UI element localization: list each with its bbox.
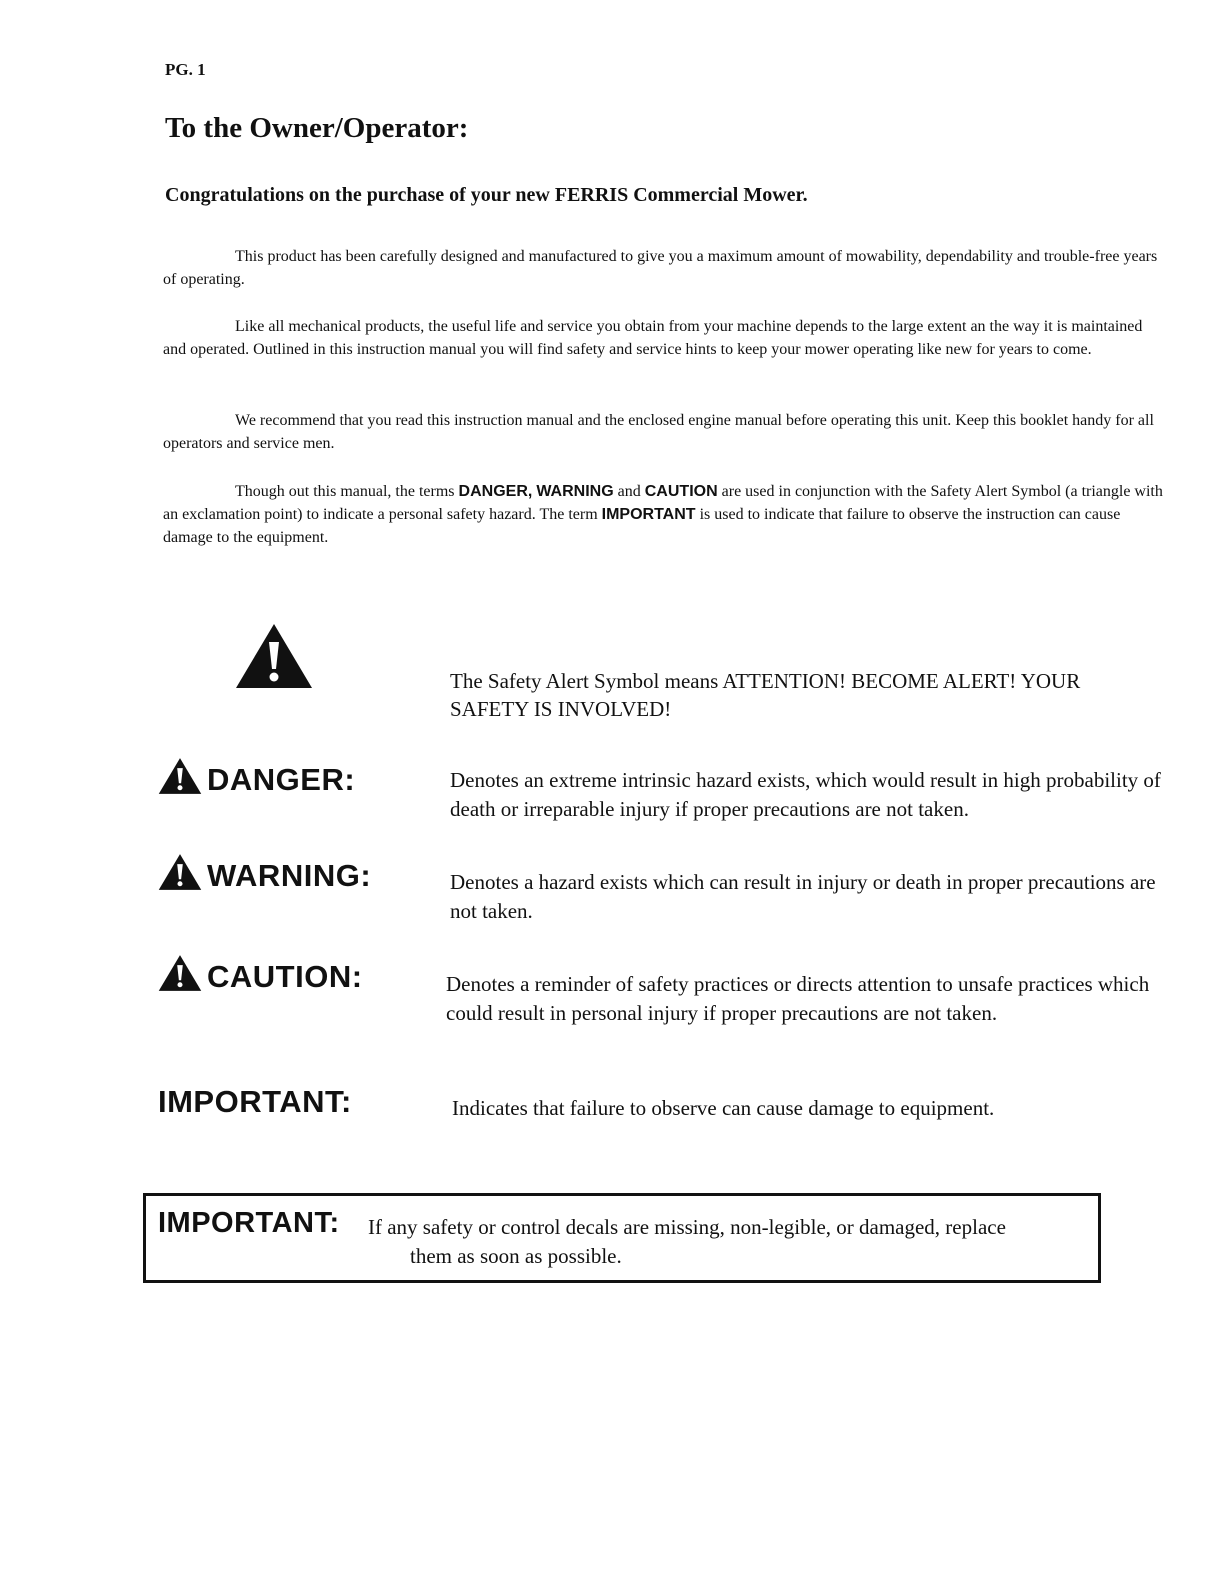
- intro-paragraph-1-text: This product has been carefully designed and manufactured to give you a maximum amount of mowability, dependability and trouble-free years of operating.: [163, 248, 1158, 288]
- warning-triangle-icon: [234, 622, 314, 695]
- safety-alert-description: The Safety Alert Symbol means ATTENTION! BECOME ALERT! YOUR SAFETY IS INVOLVED!: [450, 669, 1081, 721]
- caution-label-text: CAUTION:: [207, 959, 363, 994]
- caution-description: Denotes a reminder of safety practices or directs attention to unsafe practices which could result in personal injury if proper precautions are not taken.: [446, 972, 1150, 1025]
- p4-part5: is used to indicate that failure to observe the instruction can cause damage to the equipment.: [163, 506, 1121, 546]
- intro-paragraph-1: [163, 245, 1168, 291]
- intro-paragraph-3: [163, 409, 1168, 455]
- page-title: To the Owner/Operator:: [165, 112, 469, 144]
- warning-label: [157, 853, 371, 899]
- warning-label-text: WARNING:: [207, 858, 372, 893]
- warning-description: Denotes a hazard exists which can result in injury or death in proper precautions are not taken.: [450, 870, 1156, 923]
- term-important-inline: IMPORTANT: [601, 506, 696, 523]
- intro-paragraph-2-text: Like all mechanical products, the useful life and service you obtain from your machine depends to the large extent an the way it is maintained and operated. Outlined in this instruction manual you will find safety and service hints to keep your mower operating like new for years to come.: [163, 318, 1143, 358]
- term-caution-inline: CAUTION: [644, 483, 718, 500]
- danger-label-text: DANGER:: [207, 762, 356, 797]
- important-label-text: IMPORTANT:: [158, 1084, 352, 1119]
- warning-triangle-icon: [157, 954, 207, 1000]
- notice-label: IMPORTANT:: [158, 1207, 340, 1239]
- important-label: [158, 1084, 352, 1120]
- page-number: PG. 1: [165, 60, 206, 79]
- danger-description: Denotes an extreme intrinsic hazard exists, which would result in high probability of death or irreparable injury if proper precautions are not taken.: [450, 768, 1161, 821]
- warning-triangle-icon: [157, 757, 207, 803]
- intro-paragraph-4: [163, 480, 1168, 549]
- warning-triangle-icon: [157, 853, 207, 899]
- intro-paragraph-2: [163, 315, 1168, 361]
- p4-part3: and: [613, 483, 645, 500]
- term-warning-inline: WARNING: [536, 483, 614, 500]
- page-subtitle: Congratulations on the purchase of your new FERRIS Commercial Mower.: [165, 184, 808, 206]
- danger-label: [157, 757, 355, 803]
- caution-label: [157, 954, 363, 1000]
- notice-text-line-1: If any safety or control decals are missing, non-legible, or damaged, replace: [368, 1215, 1006, 1239]
- important-description: Indicates that failure to observe can cause damage to equipment.: [452, 1096, 995, 1120]
- intro-paragraph-3-text: We recommend that you read this instruction manual and the enclosed engine manual before operating this unit. Keep this booklet handy for all operators and service men.: [163, 412, 1154, 452]
- term-danger-inline: DANGER,: [458, 483, 533, 500]
- p4-part1: Though out this manual, the terms: [235, 483, 459, 500]
- p4-part4: are used in conjunction with the Safety Alert Symbol (a triangle with an exclamation point) to indicate a personal safety hazard. The term: [163, 483, 1163, 523]
- notice-text-line-2: them as soon as possible.: [410, 1244, 622, 1268]
